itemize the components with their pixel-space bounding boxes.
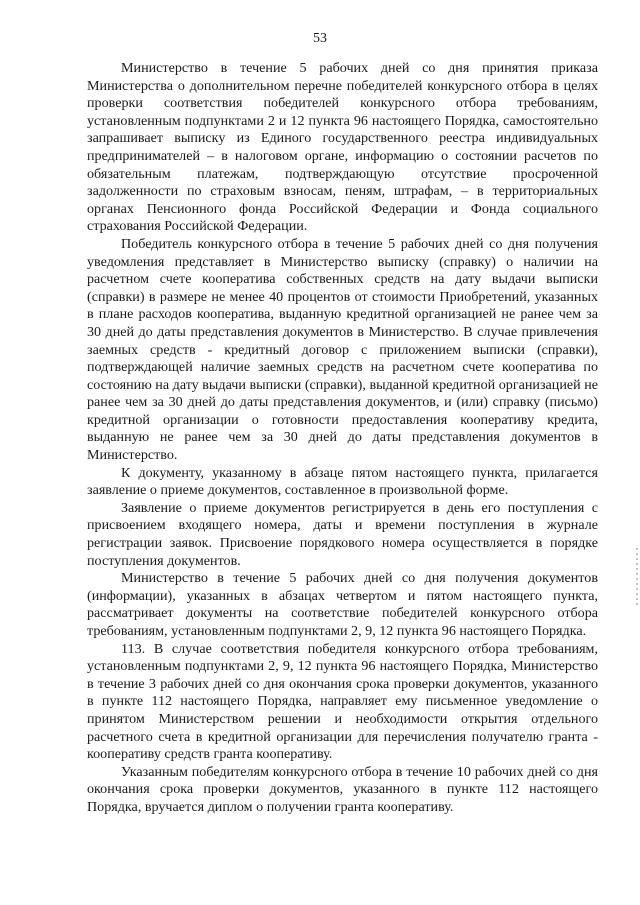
paragraph-7: Указанным победителям конкурсного отбора в течение 10 рабочих дней со дня окончания срока проверки документов, указанного в пункте 112 настоящего Порядка, вручается диплом о получении гранта кооперативу. [87,763,598,815]
paragraph-4: Заявление о приеме документов регистрируется в день его поступления с присвоением входящего номера, даты и времени поступления в журнале регистрации заявок. Присвоение порядкового номера осуществляется в порядке поступления документов. [87,499,598,569]
page-number: 53 [313,31,327,46]
paragraph-113: 113. В случае соответствия победителя конкурсного отбора требованиям, установленным подпунктами 2, 9, 12 пункта 96 настоящего Порядка, Министерство в течение 3 рабочих дней со дня окончания срока проверки документов, указанного в пункте 112 настоящего Порядка, направляет ему письменное уведомление о принятом Министерством решении и необходимости открытия отдельного расчетного счета в кредитной организации для перечисления получателю гранта - кооперативу средств гранта кооперативу. [87,640,598,763]
paragraph-1: Министерство в течение 5 рабочих дней со дня принятия приказа Министерства о дополнительном перечне победителей конкурсного отбора в целях проверки соответствия победителей конкурсного отбора требованиям, установленным подпунктами 2 и 12 пункта 96 настоящего Порядка, самостоятельно запрашивает выписку из Единого государственного реестра индивидуальных предпринимателей – в налоговом органе, информацию о состоянии расчетов по обязательным платежам, подтверждающую отсутствие просроченной задолженности по страховым взносам, пеням, штрафам, – в территориальных органах Пенсионного фонда Российской Федерации и Фонда социального страхования Российской Федерации. [87,60,598,235]
paragraph-2: Победитель конкурсного отбора в течение 5 рабочих дней со дня получения уведомления представляет в Министерство выписку (справку) о наличии на расчетном счете кооператива собственных средств на дату выдачи выписки (справки) в размере не менее 40 процентов от стоимости Приобретений, указанных в плане расходов кооператива, выданную кредитной организацией не ранее чем за 30 дней до даты представления документов в Министерство. В случае привлечения заемных средств - кредитный договор с приложением выписки (справки), подтверждающей наличие заемных средств на расчетном счете кооператива по состоянию на дату выдачи выписки (справки), выданной кредитной организацией не ранее чем за 30 дней до даты представления документов, и (или) справку (письмо) кредитной организации о готовности предоставления кооперативу кредита, выданную не ранее чем за 30 дней до даты представления документов в Министерство. [87,235,598,464]
paragraph-5: Министерство в течение 5 рабочих дней со дня получения документов (информации), указанных в абзацах четвертом и пятом настоящего пункта, рассматривает документы на соответствие победителей конкурсного отбора требованиям, установленным подпунктами 2, 9, 12 пункта 96 настоящего Порядка. [87,570,598,639]
paragraph-3: К документу, указанному в абзаце пятом настоящего пункта, прилагается заявление о приеме документов, составленное в произвольной форме. [87,464,598,499]
scan-edge-mark [636,548,638,608]
document-body [87,60,598,817]
